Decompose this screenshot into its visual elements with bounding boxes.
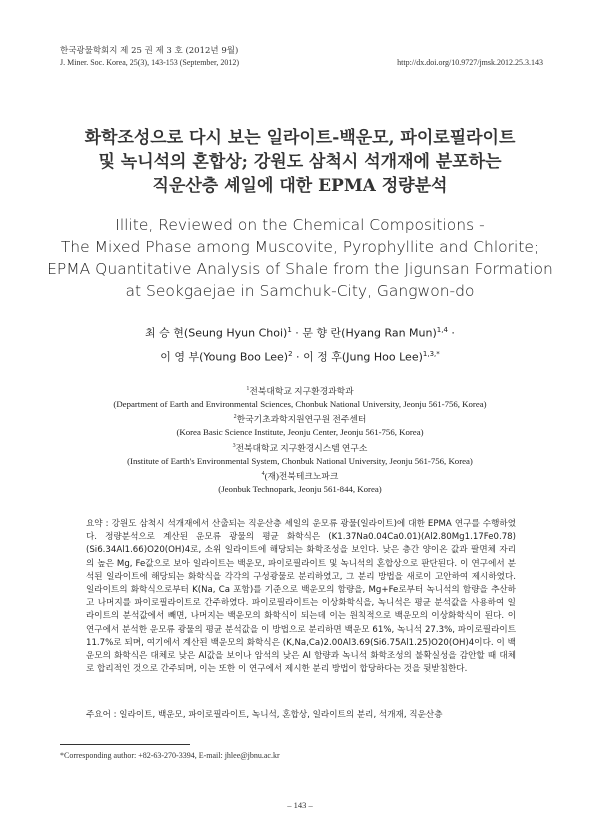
- title-english-line: Illite, Reviewed on the Chemical Compositions -: [115, 216, 485, 234]
- title-korean: [40, 126, 560, 198]
- journal-citation-korean: 한국광물학회지 제 25 권 제 3 호 (2012년 9월): [60, 46, 239, 56]
- author-affiliation-mark: 1: [287, 326, 292, 334]
- affiliation-korean: [30, 383, 570, 398]
- author-name: 이 정 후(Jung Hoo Lee): [303, 350, 423, 364]
- affiliation-mark: 4: [261, 470, 265, 477]
- page-number: – 143 –: [287, 800, 313, 810]
- journal-citation-english: J. Miner. Soc. Korea, 25(3), 143-153 (September, 2012): [60, 58, 239, 67]
- affiliation-english: (Department of Earth and Environmental Sciences, Chonbuk National University, Jeonju 561-756, Korea): [113, 399, 487, 410]
- affiliation-list: [30, 383, 570, 496]
- footnote-divider: [60, 744, 190, 745]
- title-english: [30, 214, 570, 302]
- author-separator: ·: [447, 326, 455, 340]
- keywords-text: 일라이트, 백운모, 파이로필라이트, 녹니석, 혼합상, 일라이트의 분리, 석개재, 직운산층: [119, 710, 443, 720]
- affiliation-korean: [30, 468, 570, 483]
- title-korean-line: 화학조성으로 다시 보는 일라이트-백운모, 파이로필라이트: [84, 128, 516, 148]
- affiliation-mark: 3: [232, 442, 236, 449]
- abstract: [86, 518, 516, 676]
- affiliation-korean: [30, 411, 570, 426]
- affiliation-english: (Korea Basic Science Institute, Jeonju Center, Jeonju 561-756, Korea): [176, 427, 424, 438]
- abstract-text: 강원도 삼척시 석개재에서 산출되는 직운산층 셰일의 운모류 광물(일라이트)에 대한 EPMA 연구를 수행하였다. 정량분석으로 계산된 운모류 광물의 평균 화학식은 (K1.37Na0.04Ca0.01)(Al2.80Mg1.17Fe0.78)(Si6.34Al1.66)O20(OH)4로, 소위 일라이트에 해당되는 화학조성을 보인다. 낮은 층간 양이온 값과 팔면체 자리의 높은 Mg, Fe값으로 보아 일라이트는 백운모, 파이로필라이트 및 녹니석의 혼합상으로 판단된다. 이 연구에서 분석된 일라이트에 해당되는 화학식을 각각의 구성광물로 분리하였고, 그 분리 방법을 새로이 고안하여 제시하였다. 일라이트의 화학식으로부터 K(Na, Ca 포함)를 기준으로 백운모의 함량을, Mg+Fe로부터 녹니석의 함량을 추산하고 나머지를 파이로필라이트로 간주하였다. 파이로필라이트는 이상화학식을, 녹니석은 평균 분석값을 사용하여 일라이트의 분석값에서 빼면, 나머지는 백운모의 화학식이 되는데 이는 원칙적으로 백운모의 이상화학식이 된다. 이 연구에서 분석한 운모류 광물의 평균 분석값을 이 방법으로 분리하면 백운모 61%, 녹니석 27.3%, 파이로필라이트 11.7%로 되며, 여기에서 계산된 백운모의 화학식은 (K,Na,Ca)2.00Al3.69(Si6.75Al1.25)O20(OH)4이다. 이 백운모의 화학식은 대체로 낮은 Al값을 보이나 암석의 낮은 Al 함량과 녹니석 화학조성의 불확실성을 감안할 때 대체로 합리적인 것으로 간주되며, 이는 또한 이 연구에서 제시한 분리 방법이 합당하다는 것을 뒷받침한다.: [86, 519, 517, 675]
- title-english-line: EPMA Quantitative Analysis of Shale from the Jigunsan Formation: [47, 260, 553, 278]
- title-korean-line: 직운산층 셰일에 대한 EPMA 정량분석: [152, 176, 448, 196]
- affiliation-korean: [30, 440, 570, 455]
- doi-link[interactable]: http://dx.doi.org/10.9727/jmsk.2012.25.3.143: [397, 58, 543, 67]
- affiliation-korean-text: 전북대학교 지구환경과학과: [249, 385, 354, 396]
- affiliation-mark: 2: [233, 414, 237, 421]
- affiliation-english: (Jeonbuk Technopark, Jeonju 561-844, Korea): [218, 484, 382, 495]
- keywords: [86, 708, 516, 720]
- title-korean-line: 및 녹니석의 혼합상; 강원도 삼척시 석개재에 분포하는: [98, 152, 502, 172]
- title-english-line: The Mixed Phase among Muscovite, Pyrophyllite and Chlorite;: [60, 238, 540, 256]
- author-line: [40, 320, 560, 344]
- author-separator: ·: [292, 350, 304, 364]
- author-affiliation-mark: 1,3,*: [422, 349, 440, 358]
- affiliation-korean-text: 한국기초과학지원연구원 전주센터: [236, 414, 367, 425]
- title-english-line: at Seokgaejae in Samchuk-City, Gangwon-do: [125, 282, 475, 300]
- author-affiliation-mark: 2: [288, 349, 293, 358]
- author-name: 이 영 부(Young Boo Lee): [160, 350, 289, 364]
- abstract-label: 요약 :: [86, 519, 109, 529]
- keywords-label: 주요어 :: [86, 710, 117, 720]
- affiliation-korean-text: 전북대학교 지구환경시스템 연구소: [235, 442, 368, 453]
- author-name: 최 승 현(Seung Hyun Choi): [145, 326, 288, 340]
- author-list: [40, 320, 560, 367]
- corresponding-author-footnote: *Corresponding author: +82-63-270-3394, E-mail: jhlee@jbnu.ac.kr: [60, 751, 280, 760]
- affiliation-korean-text: (재)전북테크노파크: [264, 470, 339, 481]
- affiliation-english: (Institute of Earth's Environmental System, Chonbuk National University, Jeonju 561-756, Korea): [127, 455, 473, 466]
- author-affiliation-mark: 1,4: [436, 326, 448, 334]
- affiliation-mark: 1: [246, 386, 250, 392]
- author-name: 문 향 란(Hyang Ran Mun): [302, 326, 437, 340]
- author-separator: ·: [291, 326, 303, 340]
- author-line: [40, 344, 560, 368]
